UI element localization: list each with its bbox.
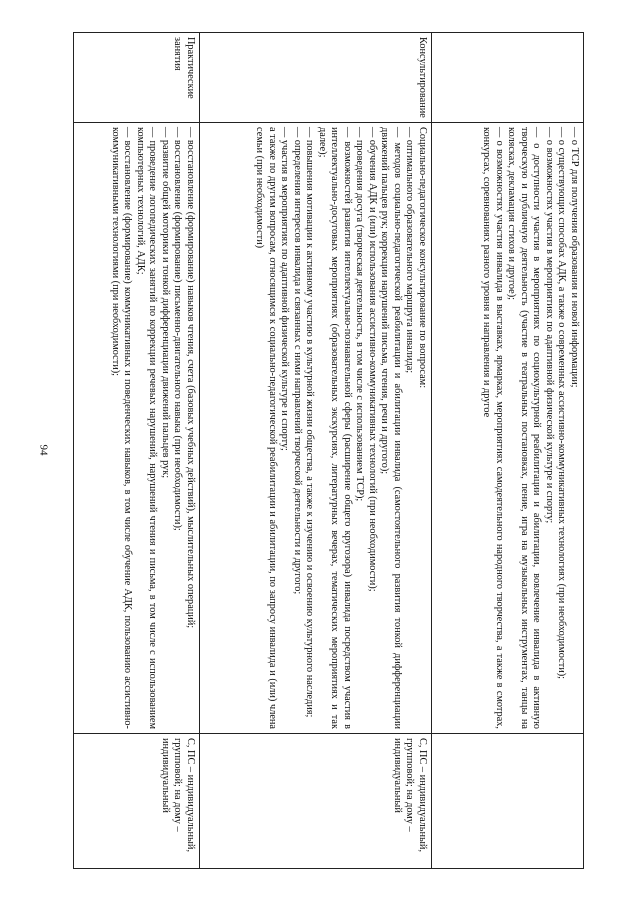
list-item: — участия в мероприятиях по адаптивной физической культуре и спорту; [279,127,291,451]
list-item: — о существующих способах АДК, а также о современных ассистивно-коммуникативных технологиях (при необходимости); [556,127,568,680]
list-item: — проведение логопедических занятий по коррекции речевых нарушений, нарушений чтения и письма, в том числе с использованием компьютерных технологий, АДК; [135,127,159,729]
list-item: — определения интересов инвалида и связанных с ними направлений творческой деятельности и другого; [292,127,303,595]
content-cell [432,123,584,734]
list-item: — повышения мотивации к активному участию в культурной жизни общества, а также к изучению и освоению культурного наследия; [304,127,316,718]
content-cell [74,123,200,734]
list-item: — оптимального образовательного маршрута инвалида; [404,127,416,374]
content-cell [200,123,432,734]
mode-cell: С, ПС – индивидуальный, групповой; на дому – индивидуальный [74,734,200,869]
rotated-page-content [74,32,584,868]
list-item: — о возможностях участия инвалида в выставках, ярмарках, мероприятиях самодеятельного народного творчества, а также в смотрах, конкурсах, соревнованиях разного уровня и направления и другое [481,127,505,729]
list-item: — о возможностях участия в мероприятиях по адаптивной физической культуре и спорту; [544,127,555,524]
category-cell: Консультирование [200,33,432,123]
list-item: — методов социально-педагогической реабилитации и абилитации инвалида (самостоятельного развития тонкой дифференциации движений пальцев рук; коррекции нарушений письма, чтения, речи и другого); [379,127,403,729]
table-row [200,33,432,869]
list-item: Социально-педагогическое консультирование по вопросам: [417,127,428,389]
rehabilitation-table [73,32,584,869]
list-item: — восстановление (формирование) письменно-двигательного навыка (при необходимости); [172,127,184,531]
list-item: — проведения досуга (творческая деятельность, в том числе с использованием ТСР); [354,127,366,502]
mode-cell [432,734,584,869]
page-number: 94 [37,444,50,456]
list-item: — возможностей развития интеллектуально-познавательной сферы (расширение общего кругозора) инвалида посредством участия в интеллектуально-досуговых мероприятиях (образовательных экскурсиях, литературных вечерах, тематических мероприятиях и так далее); [317,127,353,729]
list-item: — обучения АДК и (или) использования ассистивно-коммуникативных технологий (при необходимости); [367,127,378,592]
list-item: — о ТСР для получения образования и новой информации; [569,127,580,388]
list-item: — о доступности участия в мероприятиях по социокультурной реабилитации и абилитации, вовлечение инвалида в активную творческую и публичную деятельность (участие в театральных постановках, пение, игра на музыкальных инструментах, танцы на колясках, декламация стихов и другое); [506,127,543,729]
table-row [432,33,584,869]
list-item: — развитие общей моторики и тонкой дифференциации движений пальцев рук; [160,127,171,479]
category-cell: Практические занятия [74,33,200,123]
list-item: — восстановление (формирование) навыков чтения, счета (базовых учебных действий), мыслительных операций; [185,127,196,629]
table-row [74,33,200,869]
list-item: а также по другим вопросам, относящимся к социально-педагогической реабилитации и абилитации, по запросу инвалида и (или) члена семьи (при необходимости) [254,127,278,729]
mode-cell: С, ПС – индивидуальный, групповой; на дому – индивидуальный [200,734,432,869]
list-item: — восстановление (формирование) коммуникативных и поведенческих навыков, в том числе обучение АДК, пользованию ассистивно-коммуникативными технологиями (при необходимости); [110,127,134,729]
category-cell [432,33,584,123]
